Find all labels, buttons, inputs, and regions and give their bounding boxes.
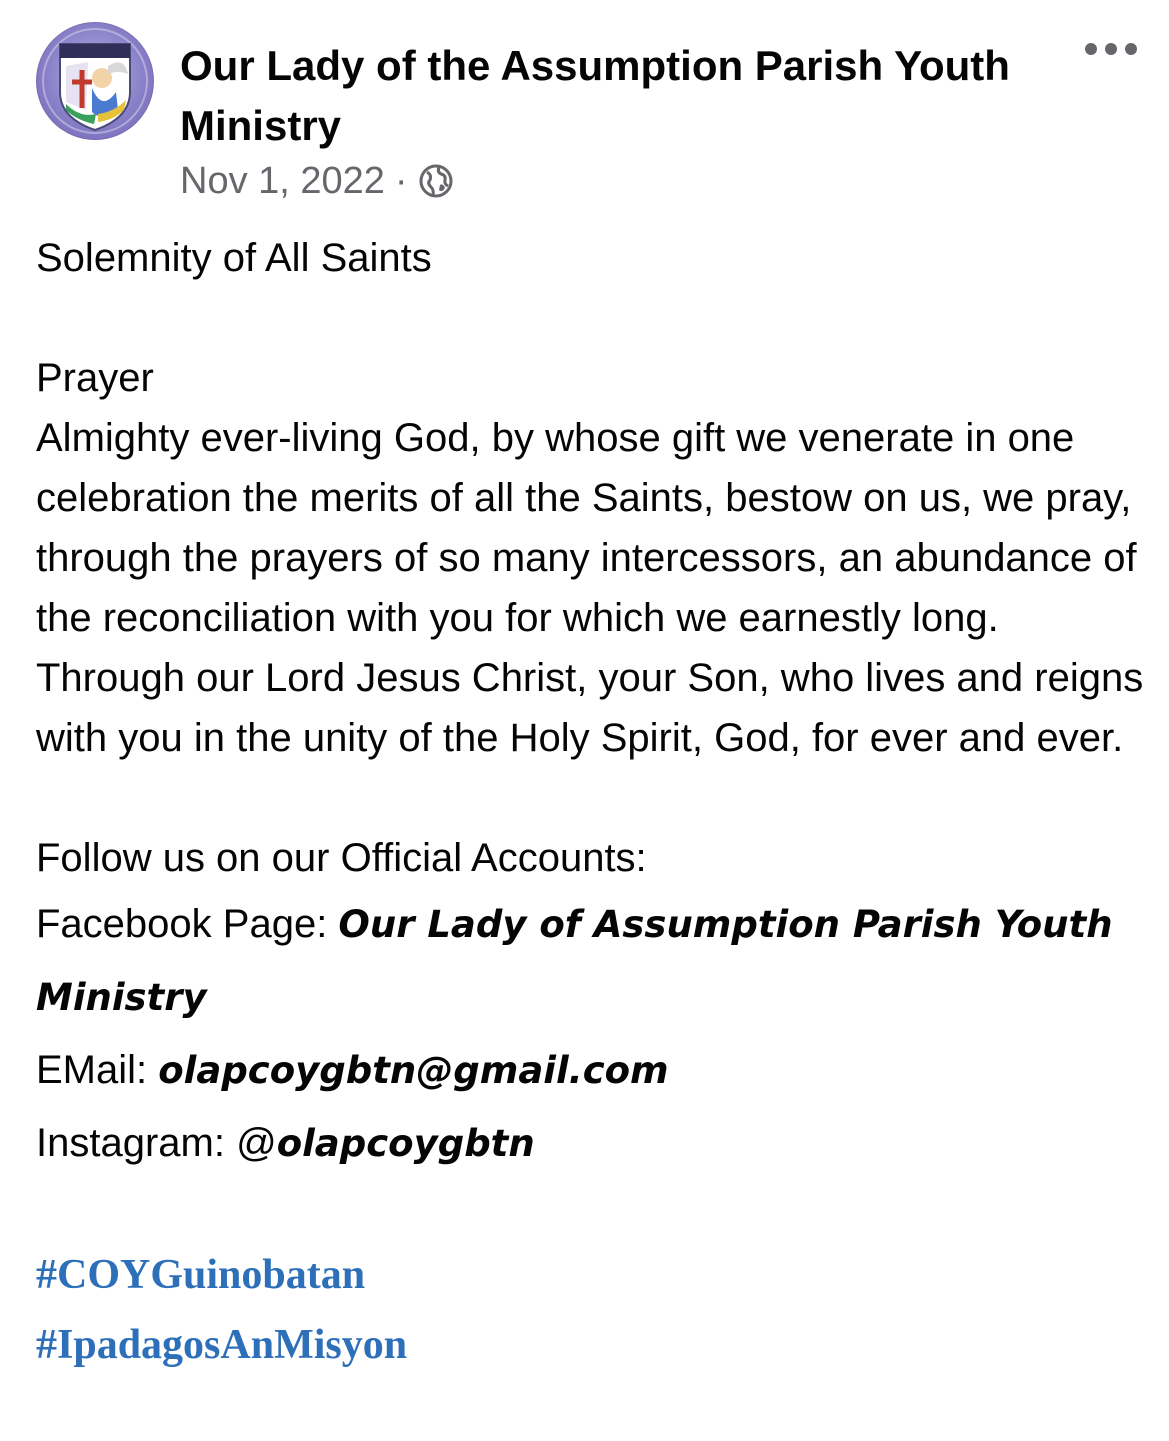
facebook-page-name: Our Lady of Assumption Parish Youth Ministry: [36, 903, 1113, 1019]
post-title: Solemnity of All Saints: [36, 236, 432, 280]
spacer: [36, 288, 1146, 348]
more-options-icon: [1125, 43, 1137, 55]
post-date[interactable]: Nov 1, 2022: [180, 159, 385, 202]
email-label: EMail:: [36, 1048, 159, 1092]
spacer: [36, 1180, 1146, 1240]
instagram-line: [36, 1107, 1146, 1180]
email-address: olapcoygbtn@gmail.com: [158, 1049, 669, 1092]
more-options-icon: [1105, 43, 1117, 55]
follow-heading: Follow us on our Official Accounts:: [36, 836, 647, 880]
email-line: [36, 1034, 1146, 1107]
page-avatar[interactable]: [36, 22, 154, 140]
page-name-link[interactable]: Our Lady of the Assumption Parish Youth Ministry: [180, 42, 1010, 149]
globe-icon[interactable]: [418, 163, 454, 199]
spacer: [36, 768, 1146, 828]
parish-logo-icon: [36, 22, 154, 140]
post-body: [36, 228, 1146, 1380]
instagram-label: Instagram: @: [36, 1121, 277, 1165]
post-meta: [180, 158, 454, 204]
instagram-handle: olapcoygbtn: [276, 1122, 535, 1165]
prayer-heading: Prayer: [36, 356, 154, 400]
meta-separator: ·: [394, 159, 408, 202]
more-options-button[interactable]: [1085, 34, 1137, 64]
prayer-text: Almighty ever-living God, by whose gift we venerate in one celebration the merits of all the Saints, bestow on us, we pray, through the prayers of so many intercessors, an abundance of the reconciliation with you for which we earnestly long. Through our Lord Jesus Christ, your Son, who lives and reigns with you in the unity of the Holy Spirit, God, for ever and ever.: [36, 416, 1144, 760]
hashtag-link[interactable]: #IpadagosAnMisyon: [36, 1322, 408, 1368]
hashtag-link[interactable]: #COYGuinobatan: [36, 1252, 366, 1298]
facebook-label: Facebook Page:: [36, 902, 339, 946]
facebook-line: [36, 888, 1146, 1034]
more-options-icon: [1085, 43, 1097, 55]
